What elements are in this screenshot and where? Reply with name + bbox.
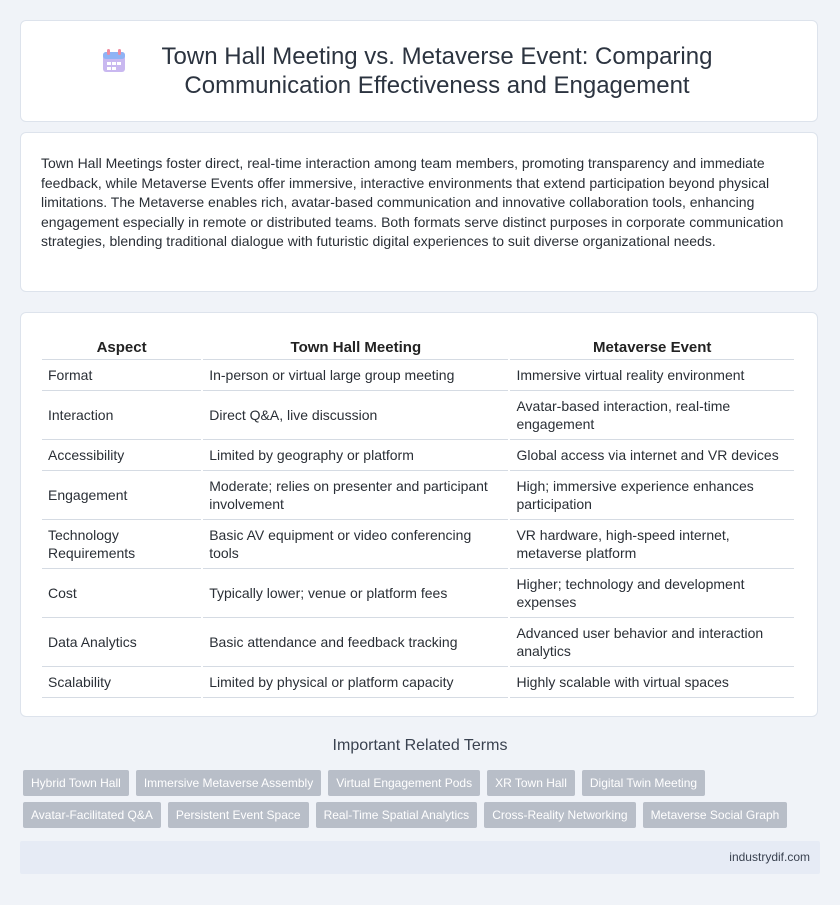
- cell-town-hall: Limited by physical or platform capacity: [203, 667, 508, 698]
- intro-paragraph: Town Hall Meetings foster direct, real-time interaction among team members, promoting transparency and immediate feedback, while Metaverse Events offer immersive, interactive environments that extend participation beyond physical limitations. The Metaverse enables rich, avatar-based communication and innovative collaboration tools, enhancing engagement especially in remote or distributed teams. Both formats serve distinct purposes in corporate communication strategies, blending traditional dialogue with futuristic digital experiences to suit diverse organizational needs.: [41, 155, 784, 250]
- table-row: [42, 618, 794, 667]
- cell-aspect: Format: [42, 360, 201, 391]
- cell-aspect: Cost: [42, 569, 201, 618]
- comparison-table: [40, 333, 796, 698]
- tag[interactable]: XR Town Hall: [487, 770, 575, 796]
- tag-row: [23, 770, 823, 796]
- cell-town-hall: Basic attendance and feedback tracking: [203, 618, 508, 667]
- cell-aspect: Technology Requirements: [42, 520, 201, 569]
- table-row: [42, 360, 794, 391]
- tag[interactable]: Cross-Reality Networking: [484, 802, 635, 828]
- cell-town-hall: Basic AV equipment or video conferencing tools: [203, 520, 508, 569]
- header-metaverse: Metaverse Event: [510, 333, 794, 360]
- cell-metaverse: Immersive virtual reality environment: [510, 360, 794, 391]
- table-row: [42, 520, 794, 569]
- header-town-hall: Town Hall Meeting: [203, 333, 508, 360]
- title-wrap: [101, 42, 737, 100]
- cell-town-hall: Moderate; relies on presenter and participant involvement: [203, 471, 508, 520]
- related-terms-title: Important Related Terms: [332, 737, 508, 754]
- footer-bar: [20, 841, 820, 874]
- tag[interactable]: Avatar-Facilitated Q&A: [23, 802, 161, 828]
- tag[interactable]: Digital Twin Meeting: [582, 770, 705, 796]
- tag[interactable]: Virtual Engagement Pods: [328, 770, 480, 796]
- cell-metaverse: High; immersive experience enhances participation: [510, 471, 794, 520]
- cell-town-hall: In-person or virtual large group meeting: [203, 360, 508, 391]
- tag[interactable]: Persistent Event Space: [168, 802, 309, 828]
- table-row: [42, 391, 794, 440]
- cell-metaverse: Avatar-based interaction, real-time engagement: [510, 391, 794, 440]
- tag[interactable]: Hybrid Town Hall: [23, 770, 129, 796]
- calendar-icon: [101, 48, 127, 74]
- tag[interactable]: Metaverse Social Graph: [643, 802, 788, 828]
- cell-aspect: Interaction: [42, 391, 201, 440]
- cell-metaverse: Higher; technology and development expenses: [510, 569, 794, 618]
- table-row: [42, 569, 794, 618]
- table-row: [42, 471, 794, 520]
- page-title: Town Hall Meeting vs. Metaverse Event: Comparing Communication Effectiveness and Engagement: [161, 43, 713, 99]
- cell-metaverse: Global access via internet and VR devices: [510, 440, 794, 471]
- cell-aspect: Engagement: [42, 471, 201, 520]
- cell-aspect: Scalability: [42, 667, 201, 698]
- intro-card: [20, 132, 818, 292]
- comparison-table-card: [20, 312, 818, 717]
- title-card: [20, 20, 818, 122]
- footer-site-link[interactable]: industrydif.com: [729, 850, 810, 864]
- tag[interactable]: Immersive Metaverse Assembly: [136, 770, 321, 796]
- tag-row: [23, 802, 823, 828]
- cell-metaverse: VR hardware, high-speed internet, metaverse platform: [510, 520, 794, 569]
- related-terms-tags: [23, 770, 823, 834]
- cell-town-hall: Limited by geography or platform: [203, 440, 508, 471]
- table-row: [42, 667, 794, 698]
- cell-aspect: Data Analytics: [42, 618, 201, 667]
- cell-metaverse: Highly scalable with virtual spaces: [510, 667, 794, 698]
- header-aspect: Aspect: [42, 333, 201, 360]
- tag[interactable]: Real-Time Spatial Analytics: [316, 802, 478, 828]
- table-header-row: [42, 333, 794, 360]
- cell-town-hall: Typically lower; venue or platform fees: [203, 569, 508, 618]
- cell-town-hall: Direct Q&A, live discussion: [203, 391, 508, 440]
- cell-metaverse: Advanced user behavior and interaction analytics: [510, 618, 794, 667]
- cell-aspect: Accessibility: [42, 440, 201, 471]
- table-row: [42, 440, 794, 471]
